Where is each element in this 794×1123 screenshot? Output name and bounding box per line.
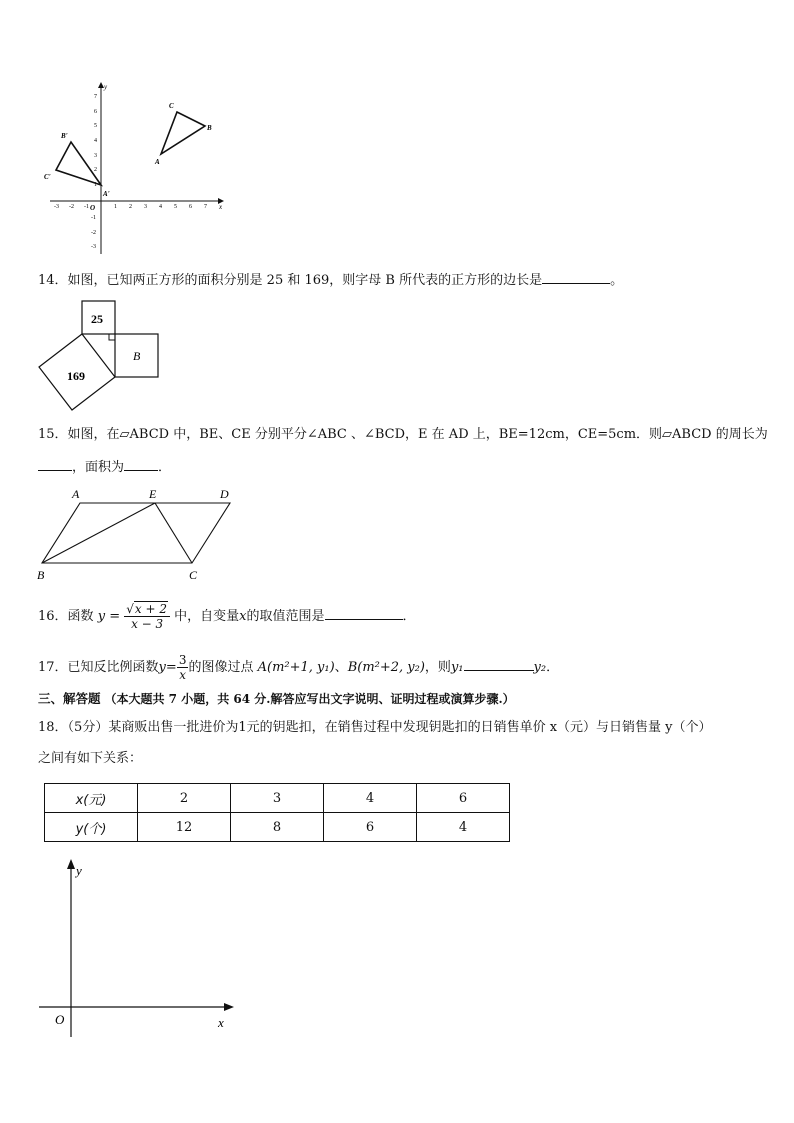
x-tick: 7: [204, 204, 207, 210]
table-cell: 12: [138, 813, 231, 842]
triangle-abc: [161, 112, 205, 154]
q18-line2: 之间有如下关系：: [38, 751, 143, 766]
label-b: B: [207, 124, 212, 132]
q17-y1: y₁: [450, 660, 464, 675]
x-tick: 6: [189, 204, 192, 210]
x-tick: 4: [159, 204, 162, 210]
fig14-label-25: 25: [91, 312, 103, 326]
q15-perimeter-blank[interactable]: [38, 457, 72, 471]
label-a1: A': [103, 190, 110, 198]
table-row: [45, 813, 510, 842]
q16-var-x: x: [239, 609, 247, 624]
fig13-x-label: x: [219, 203, 223, 211]
fig15-label-a: A: [72, 487, 80, 501]
y-tick: 5: [94, 123, 97, 129]
triangle-a1b1c1: [56, 142, 101, 185]
table-cell: 8: [231, 813, 324, 842]
q17-answer-blank[interactable]: [464, 657, 534, 671]
question-18-line2: [38, 750, 142, 768]
q15-line2-end: ．: [158, 460, 172, 475]
label-c1: C': [44, 173, 51, 181]
y-tick: 7: [94, 94, 97, 100]
q16-fraction: $\frac{√x + 2}{x - 3}$: [124, 602, 170, 631]
q16-answer-blank[interactable]: [325, 606, 403, 620]
fig15-label-d: D: [220, 487, 229, 501]
q17-var-y: y: [158, 660, 166, 675]
q18-empty-axes: [36, 855, 241, 1045]
fig15-label-e: E: [149, 487, 157, 501]
table-cell: 3: [231, 784, 324, 813]
question-15-line1: [38, 426, 768, 444]
y-tick: -3: [91, 244, 96, 250]
x-tick: 2: [129, 204, 132, 210]
label-a: A: [155, 158, 160, 166]
label-c: C: [169, 102, 174, 110]
q14-end: 。: [610, 273, 624, 288]
section-3-heading: [38, 690, 515, 708]
q16-suffix: 的取值范围是: [246, 609, 325, 624]
q17-then: ，则: [424, 660, 451, 675]
q16-prefix: 16．函数: [38, 609, 94, 624]
label-b1: B': [61, 132, 68, 140]
q16-numerator: x + 2: [134, 602, 167, 616]
y-tick: -2: [91, 230, 96, 236]
q14-answer-blank[interactable]: [542, 270, 610, 284]
y-tick: 4: [94, 138, 97, 144]
section-3-title: 三、解答题: [38, 691, 101, 706]
fig14-label-169: 169: [67, 369, 85, 383]
fig15-label-c: C: [189, 568, 198, 582]
q17-sep: 、: [334, 660, 348, 675]
y-tick: 6: [94, 109, 97, 115]
fig15-label-b: B: [37, 568, 45, 582]
q18-y-label: y: [76, 863, 82, 878]
q16-end: ．: [402, 609, 416, 624]
fig13-origin: O: [90, 204, 96, 212]
q17-prefix: 17．已知反比例函数: [38, 660, 159, 675]
q17-eq: =: [165, 660, 177, 675]
table-cell: 2: [138, 784, 231, 813]
y-tick: 3: [94, 153, 97, 159]
q17-fraction: [177, 653, 189, 682]
x-tick: 5: [174, 204, 177, 210]
q18-x-label: x: [218, 1015, 224, 1030]
q17-mid: 的图像过点: [188, 660, 254, 675]
fig13-coordinate-plane: [40, 80, 230, 260]
q16-var-y: y: [97, 609, 106, 624]
x-tick: 3: [144, 204, 147, 210]
y-tick: 1: [94, 182, 97, 188]
q17-y2: y₂: [533, 660, 547, 675]
fig15-parallelogram: [34, 484, 249, 584]
question-16: [38, 599, 416, 635]
section-3-desc: （本大题共 7 小题，共 64 分.解答应写出文字说明、证明过程或演算步骤.）: [104, 692, 515, 706]
question-18-line1: [38, 719, 712, 737]
question-14: [38, 270, 623, 290]
table-cell: y(个): [45, 813, 138, 842]
table-cell: 6: [417, 784, 510, 813]
q17-denominator: x: [179, 668, 187, 682]
q16-denominator: x − 3: [131, 617, 164, 631]
x-tick: 1: [114, 204, 117, 210]
x-tick: -2: [69, 204, 74, 210]
q18-table: [44, 783, 510, 842]
x-tick: -3: [54, 204, 59, 210]
fig13-x-ticks: [54, 204, 207, 210]
q15-area-blank[interactable]: [124, 457, 158, 471]
table-cell: 4: [324, 784, 417, 813]
y-tick: 2: [94, 167, 97, 173]
q15-line1: 15．如图，在▱ABCD 中，BE、CE 分别平分∠ABC 、∠BCD，E 在 AD 上，BE=12cm，CE=5cm．则▱ABCD 的周长为: [38, 427, 768, 442]
q15-line2-mid: ，面积为: [72, 460, 125, 475]
q17-point-b: B(m²+2, y₂): [347, 660, 425, 675]
table-cell: x(元): [45, 784, 138, 813]
q16-mid: 中，自变量: [174, 609, 240, 624]
q17-numerator: 3: [178, 653, 187, 667]
fig13-y-label: y: [104, 83, 108, 91]
y-tick: -1: [91, 215, 96, 221]
q18-line1: 18．（5分）某商贩出售一批进价为1元的钥匙扣，在销售过程中发现钥匙扣的日销售单价 x（元）与日销售量 y（个）: [38, 720, 712, 735]
table-cell: 6: [324, 813, 417, 842]
q14-text: 14．如图，已知两正方形的面积分别是 25 和 169，则字母 B 所代表的正方形的边长是: [38, 273, 543, 288]
q17-point-a: A(m²+1, y₁): [257, 660, 335, 675]
table-cell: 4: [417, 813, 510, 842]
q16-eq: =: [109, 609, 121, 624]
table-row: [45, 784, 510, 813]
q17-end: ．: [546, 660, 560, 675]
fig14-label-b: B: [133, 349, 141, 363]
x-tick: -1: [84, 204, 89, 210]
question-15-line2: [38, 457, 171, 477]
fig14-squares: [34, 296, 164, 416]
question-17: [38, 652, 559, 684]
q18-origin-label: O: [55, 1012, 65, 1027]
